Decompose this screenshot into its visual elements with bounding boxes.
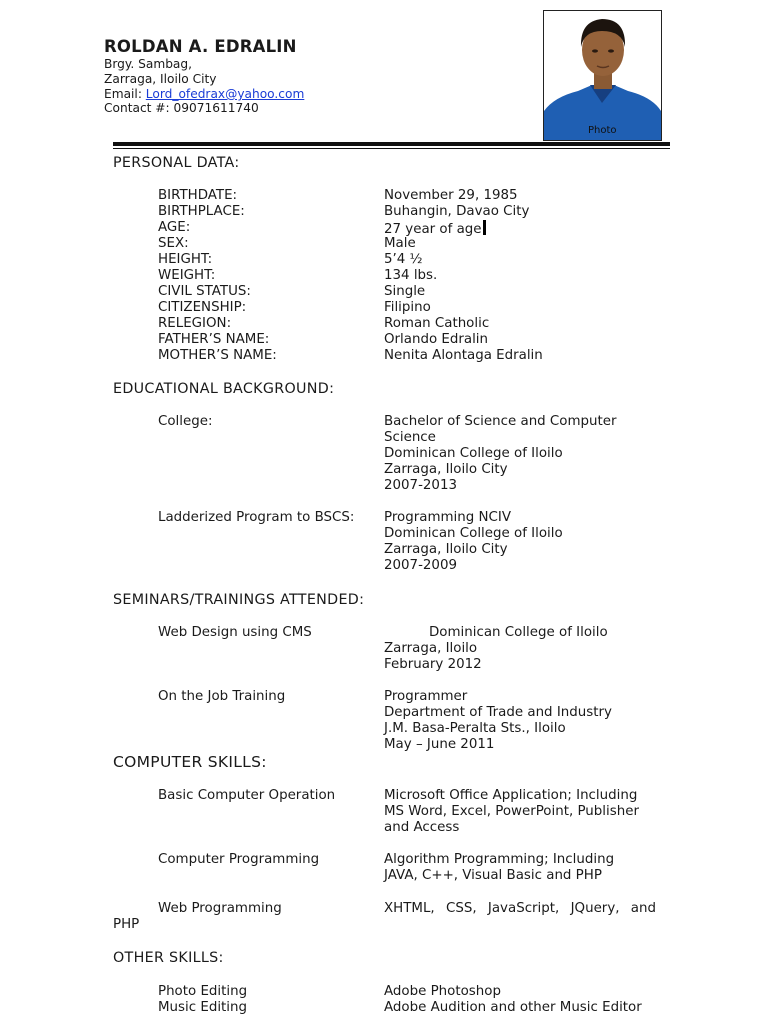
text-cursor: [483, 220, 486, 235]
personal-label: MOTHER’S NAME:: [158, 348, 277, 363]
ojt-label: On the Job Training: [158, 689, 286, 704]
programming-detail: Algorithm Programming; Including: [384, 852, 615, 867]
personal-value: Nenita Alontaga Edralin: [384, 348, 543, 363]
personal-value: 5’4 ½: [384, 252, 423, 267]
programming-detail: JAVA, C++, Visual Basic and PHP: [384, 868, 602, 883]
ojt-detail: May – June 2011: [384, 737, 495, 752]
ladderized-label: Ladderized Program to BSCS:: [158, 510, 355, 525]
header-divider-thin: [113, 148, 670, 149]
ladderized-detail: Programming NCIV: [384, 510, 511, 525]
seminar-web-detail: Zarraga, Iloilo: [384, 641, 478, 656]
college-detail: Science: [384, 430, 436, 445]
ladderized-detail: Dominican College of Iloilo: [384, 526, 563, 541]
applicant-name: ROLDAN A. EDRALIN: [104, 37, 297, 56]
personal-value: Single: [384, 284, 426, 299]
basic-computer-detail: MS Word, Excel, PowerPoint, Publisher: [384, 804, 639, 819]
ojt-detail: Programmer: [384, 689, 468, 704]
programming-label: Computer Programming: [158, 852, 320, 867]
email-label: Email:: [104, 87, 146, 101]
ojt-detail: J.M. Basa-Peralta Sts., Iloilo: [384, 721, 566, 736]
section-title-seminars: SEMINARS/TRAININGS ATTENDED:: [113, 592, 365, 608]
personal-label: CITIZENSHIP:: [158, 300, 247, 315]
personal-label: SEX:: [158, 236, 189, 251]
web-programming-wrap: PHP: [113, 917, 140, 932]
personal-label: HEIGHT:: [158, 252, 213, 267]
college-detail: Bachelor of Science and Computer: [384, 414, 617, 429]
section-title-computer-skills: COMPUTER SKILLS:: [113, 753, 267, 771]
personal-label: BIRTHDATE:: [158, 188, 238, 203]
web-programming-label: Web Programming: [158, 901, 282, 916]
basic-computer-label: Basic Computer Operation: [158, 788, 336, 803]
address-line-2: Zarraga, Iloilo City: [104, 72, 217, 86]
college-detail: Dominican College of Iloilo: [384, 446, 563, 461]
personal-label: CIVIL STATUS:: [158, 284, 251, 299]
personal-label: RELEGION:: [158, 316, 232, 331]
age-text: 27 year of age: [384, 222, 482, 237]
other-skill-value: Adobe Photoshop: [384, 984, 501, 999]
personal-label: FATHER’S NAME:: [158, 332, 270, 347]
applicant-photo: [543, 10, 662, 141]
web-programming-word: JQuery,: [570, 901, 620, 916]
portrait-image: [544, 11, 661, 140]
email-line: [104, 87, 304, 102]
other-skill-label: Music Editing: [158, 1000, 247, 1015]
personal-label: BIRTHPLACE:: [158, 204, 245, 219]
college-detail: 2007-2013: [384, 478, 457, 493]
college-detail: Zarraga, Iloilo City: [384, 462, 508, 477]
basic-computer-detail: and Access: [384, 820, 460, 835]
other-skill-label: Photo Editing: [158, 984, 248, 999]
personal-value: Male: [384, 236, 416, 251]
basic-computer-detail: Microsoft Office Application; Including: [384, 788, 638, 803]
contact-line: Contact #: 09071611740: [104, 101, 259, 115]
ladderized-detail: Zarraga, Iloilo City: [384, 542, 508, 557]
section-title-personal: PERSONAL DATA:: [113, 155, 240, 171]
personal-value: Roman Catholic: [384, 316, 490, 331]
photo-label: Photo: [588, 125, 617, 136]
personal-value: Buhangin, Davao City: [384, 204, 530, 219]
ojt-detail: Department of Trade and Industry: [384, 705, 612, 720]
personal-value: 134 lbs.: [384, 268, 438, 283]
personal-value: Orlando Edralin: [384, 332, 489, 347]
seminar-web-detail: February 2012: [384, 657, 482, 672]
section-title-other-skills: OTHER SKILLS:: [113, 950, 224, 966]
web-programming-word: JavaScript,: [487, 901, 560, 916]
header-divider-thick: [113, 142, 670, 146]
web-programming-word: CSS,: [446, 901, 477, 916]
address-line-1: Brgy. Sambag,: [104, 57, 193, 71]
email-link[interactable]: Lord_ofedrax@yahoo.com: [145, 87, 305, 101]
ladderized-detail: 2007-2009: [384, 558, 457, 573]
web-programming-word: and: [630, 901, 656, 916]
web-programming-detail: [384, 901, 656, 917]
section-title-education: EDUCATIONAL BACKGROUND:: [113, 381, 335, 397]
other-skill-value: Adobe Audition and other Music Editor: [384, 1000, 642, 1015]
personal-label: WEIGHT:: [158, 268, 216, 283]
seminar-web-detail: Dominican College of Iloilo: [429, 625, 608, 640]
personal-label: AGE:: [158, 220, 191, 235]
seminar-web-label: Web Design using CMS: [158, 625, 312, 640]
personal-value: November 29, 1985: [384, 188, 518, 203]
college-label: College:: [158, 414, 213, 429]
personal-value: Filipino: [384, 300, 431, 315]
web-programming-word: XHTML,: [384, 901, 435, 916]
